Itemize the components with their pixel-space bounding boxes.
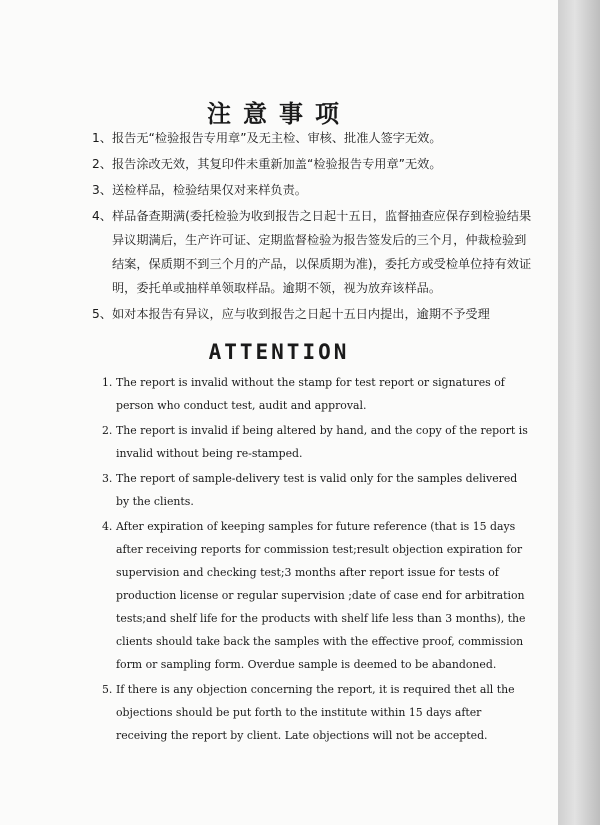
english-attention-title: ATTENTION (208, 340, 350, 364)
item-text: The report is invalid without the stamp for test report or signatures of person who conduct test, audit and approval. (116, 376, 505, 412)
item-number: 2. (102, 424, 113, 437)
item-number: 4. (102, 520, 113, 533)
item-text: 样品备查期满(委托检验为收到报告之日起十五日，监督抽查应保存到检验结果异议期满后，生产许可证、定期监督检验为报告签发后的三个月，仲裁检验到结案，保质期不到三个月的产品，以保质期为准)，委托方或受检单位持有效证明，委托单或抽样单领取样品。逾期不领，视为放弃该样品。 (112, 209, 532, 295)
item-number: 2、 (92, 157, 112, 171)
english-attention-item-3 (102, 467, 530, 513)
chinese-notice-item-2 (92, 152, 532, 176)
item-number: 1. (102, 376, 113, 389)
item-text: 如对本报告有异议，应与收到报告之日起十五日内提出，逾期不予受理 (112, 307, 490, 321)
english-attention-item-5 (102, 678, 530, 747)
item-number: 5. (102, 683, 113, 696)
chinese-notice-item-5 (92, 302, 532, 326)
item-number: 1、 (92, 131, 112, 145)
item-text: The report is invalid if being altered by hand, and the copy of the report is invalid without being re-stamped. (116, 424, 528, 460)
item-number: 3. (102, 472, 113, 485)
item-number: 4、 (92, 209, 112, 223)
item-number: 5、 (92, 307, 112, 321)
chinese-notice-item-3 (92, 178, 532, 202)
chinese-notice-item-4 (92, 204, 532, 300)
scan-edge-shadow (558, 0, 600, 825)
item-text: If there is any objection concerning the report, it is required thet all the objections should be put forth to the institute within 15 days after receiving the report by client. Late objections will not be accepted. (116, 683, 515, 742)
chinese-notice-item-1 (92, 126, 532, 150)
chinese-notice-title: 注意事项 (207, 100, 351, 128)
chinese-notice-list (92, 126, 532, 328)
item-text: 送检样品，检验结果仅对来样负责。 (112, 183, 307, 197)
item-text: 报告无“检验报告专用章”及无主检、审核、批准人签字无效。 (112, 131, 442, 145)
english-attention-item-4 (102, 515, 530, 676)
item-number: 3、 (92, 183, 112, 197)
item-text: After expiration of keeping samples for future reference (that is 15 days after receiving reports for commission test;result objection expiration for supervision and checking test;3 months after report issue for tests of production license or regular supervision ;date of case end for arbitration tests;and shelf life for the products with shelf life less than 3 months), the clients should take back the samples with the effective proof, commission form or sampling form. Overdue sample is deemed to be abandoned. (116, 520, 526, 671)
item-text: 报告涂改无效，其复印件未重新加盖“检验报告专用章”无效。 (112, 157, 442, 171)
english-attention-item-1 (102, 371, 530, 417)
english-attention-list (102, 371, 530, 749)
english-attention-item-2 (102, 419, 530, 465)
item-text: The report of sample-delivery test is valid only for the samples delivered by the clients. (116, 472, 518, 508)
